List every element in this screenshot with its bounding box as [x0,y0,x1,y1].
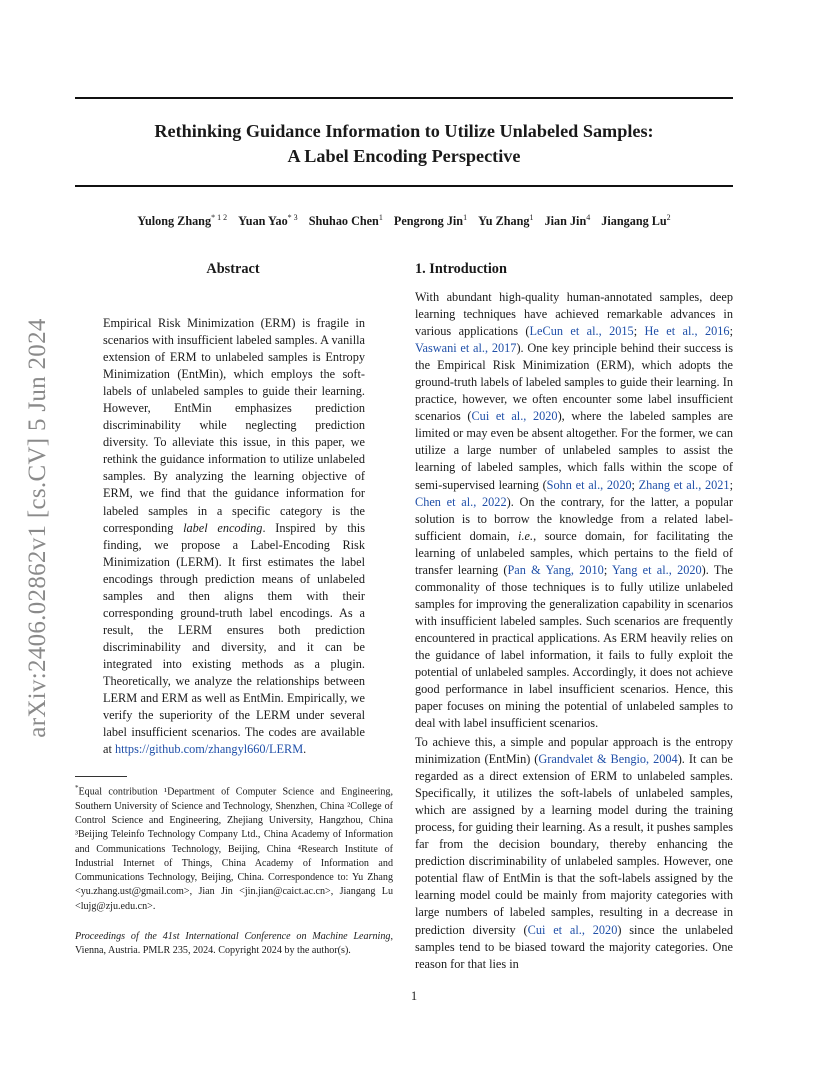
arxiv-sidebar [0,0,60,1072]
author-list [75,213,733,229]
author: Jian Jin$^4$ [544,213,591,229]
proceedings-note: Proceedings of the 41st International Conference on Machine Learning, Vienna, Austria. PMLR 235, 2024. Copyright 2024 by the author(s). [75,931,393,957]
author: Pengrong Jin$^1$ [393,213,468,229]
citation-link[interactable]: Sohn et al., 2020 [546,477,632,492]
abstract-body: Empirical Risk Minimization (ERM) is fragile in scenarios with insufficient labeled samples. A vanilla extension of ERM to unlabeled samples is Entropy Minimization (EntMin), which employs the soft-labels of unlabeled samples to guide their learning. However, EntMin emphasizes prediction discriminability while neglecting prediction diversity. To alleviate this issue, in this paper, we rethink the guidance information to utilize unlabeled samples. By analyzing the learning objective of ERM, we find that the guidance information for labeled samples in a specific category is the corresponding label encoding. Inspired by this finding, we propose a Label-Encoding Risk Minimization (LERM). It first estimates the label encodings through prediction means of unlabeled samples and then aligns them with their corresponding ground-truth label encodings. As a result, the LERM ensures both prediction discriminability and diversity, and it can be integrated into existing methods as a plugin. Theoretically, we analyze the relationships between LERM and ERM as well as EntMin. Empirically, we verify the superiority of the LERM under several label insufficient scenarios. The codes are available at https://github.com/zhangyl660/LERM. [103,316,365,757]
citation-link[interactable]: He et al., 2016 [644,324,730,339]
author: Yu Zhang$^1$ [478,213,534,229]
title-line-2: A Label Encoding Perspective [287,146,521,166]
citation-link[interactable]: LeCun et al., 2015 [529,324,634,339]
author: Yuan Yao$^{* 3}$ [238,213,298,229]
citation-link[interactable]: Pan & Yang, 2010 [507,562,604,577]
arxiv-identifier: arXiv:2406.02862v1 [cs.CV] 5 Jun 2024 [24,318,51,738]
author: Jiangang Lu$^2$ [601,213,671,229]
page-number: 1 [410,989,418,1003]
citation-link[interactable]: Chen et al., 2022 [415,494,507,509]
intro-paragraph-1: With abundant high-quality human-annotated samples, deep learning techniques have achieved remarkable advances in various applications (LeCun et al., 2015; He et al., 2016; Vaswani et al., 2017). One key principle behind their success is the Empirical Risk Minimization (ERM), which adopts the ground-truth labels of labeled samples to guide their learning. In practice, however, we often encounter some label insufficient scenarios (Cui et al., 2020), where the labeled samples are limited or may even be absent altogether. For the former, we can utilize a large number of unlabeled samples to assist the learning of labeled samples, which falls within the scope of semi-supervised learning (Sohn et al., 2020; Zhang et al., 2021; Chen et al., 2022). On the contrary, for the latter, a popular solution is to borrow the knowledge from a related label-sufficient domain, i.e., source domain, for facilitating the learning of unlabeled samples, which pertains to the field of transfer learning (Pan & Yang, 2010; Yang et al., 2020). The commonality of those techniques is to fully utilize unlabeled samples for improving the generalization capability in scenarios with insufficient labeled samples. Such scenarios are frequently encountered in practical applications. As ERM heavily relies on the guidance of label information, it fails to fully exploit the potential of unlabeled samples. Accordingly, it does not achieve good performance in label insufficient scenarios. Hence, this paper focuses on mining the potential of unlabeled samples to deal with label insufficient scenarios. [415,290,734,731]
citation-link[interactable]: Cui et al., 2020 [527,922,618,937]
introduction-heading: 1. Introduction [415,261,507,277]
citation-link[interactable]: Cui et al., 2020 [471,409,558,424]
title-line-1: Rethinking Guidance Information to Utilize Unlabeled Samples: [154,121,654,141]
citation-link[interactable]: Yang et al., 2020 [612,562,702,577]
author: Yulong Zhang$^{* 1 2}$ [137,213,228,229]
author: Shuhao Chen$^1$ [308,213,383,229]
intro-paragraph-2: To achieve this, a simple and popular approach is the entropy minimization (EntMin) (Grandvalet & Bengio, 2004). It can be regarded as a direct extension of ERM to unlabeled samples. Specifically, it utilizes the soft-labels of unlabeled samples, which are assigned by a learning model during the training process, for guiding their learning. As a result, it pushes samples far from the decision boundary, thereby enhancing the prediction discriminability of unlabeled samples. However, one potential flaw of EntMin is that the soft-labels assigned by the learning model could be mainly from majority categories with large numbers of labeled samples, resulting in a decrease in prediction diversity (Cui et al., 2020) since the unlabeled samples tend to be biased toward the majority categories. One reason for that lies in [415,735,733,971]
title-bottom-rule [75,185,733,187]
title-top-rule [75,97,733,99]
citation-link[interactable]: Zhang et al., 2021 [638,477,730,492]
footnote-rule [75,776,127,777]
affiliation-footnote: *Equal contribution ¹Department of Computer Science and Engineering, Southern University of Science and Technology, Shenzhen, China ²College of Control Science and Engineering, Zhejiang University, Hangzhou, China ³Beijing Teleinfo Technology Company Ltd., China Academy of Information and Communications Technology, Beijing, China ⁴Research Institute of Industrial Internet of Things, China Academy of Information and Communications Technology, Beijing, China. Correspondence to: Yu Zhang <yu.zhang.ust@gmail.com>, Jian Jin <jin.jian@caict.ac.cn>, Jiangang Lu <lujg@zju.edu.cn>. [75,784,393,912]
code-link[interactable]: https://github.com/zhangyl660/LERM [114,742,304,757]
abstract-heading: Abstract [206,261,260,277]
paper-title [75,119,733,169]
citation-link[interactable]: Grandvalet & Bengio, 2004 [538,752,678,767]
citation-link[interactable]: Vaswani et al., 2017 [415,341,517,356]
